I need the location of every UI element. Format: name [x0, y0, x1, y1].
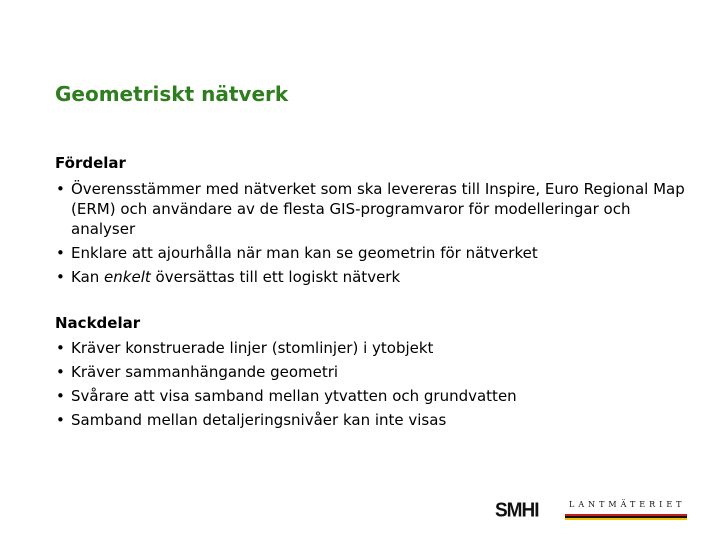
bullet-icon: • [56, 363, 65, 381]
list-item-text: Överensstämmer med nätverket som ska levereras till Inspire, Euro Regional Map (ERM) och användare av de flesta GIS-programvaror för modelleringar och analyser [71, 180, 685, 238]
smhi-logo: SMHI [495, 499, 539, 522]
slide-title: Geometriskt nätverk [55, 82, 289, 106]
disadvantages-list [55, 338, 695, 434]
bullet-icon: • [56, 339, 65, 357]
list-item [55, 267, 695, 287]
bullet-icon: • [56, 387, 65, 405]
list-item-text: Enklare att ajourhålla när man kan se geometrin för nätverket [71, 244, 538, 262]
list-item [55, 243, 695, 263]
list-item [55, 386, 695, 406]
list-item [55, 362, 695, 382]
list-item-text: Svårare att visa samband mellan ytvatten och grundvatten [71, 387, 517, 405]
list-item-text: Samband mellan detaljeringsnivåer kan inte visas [71, 411, 447, 429]
lantmateriet-stripes-icon [565, 514, 687, 520]
list-item-emphasis: enkelt [104, 268, 151, 286]
list-item [55, 179, 695, 239]
lantmateriet-logo [565, 500, 693, 524]
list-item-text-before: Kan [71, 268, 105, 286]
bullet-icon: • [56, 180, 65, 198]
advantages-list [55, 179, 695, 287]
list-item [55, 338, 695, 358]
disadvantages-heading: Nackdelar [55, 314, 141, 332]
bullet-icon: • [56, 268, 65, 286]
list-item-text: Kräver sammanhängande geometri [71, 363, 339, 381]
list-item-text: Kräver konstruerade linjer (stomlinjer) i ytobjekt [71, 339, 434, 357]
bullet-icon: • [56, 244, 65, 262]
lantmateriet-logo-text: LANTMÄTERIET [569, 500, 686, 509]
list-item [55, 410, 695, 430]
bullet-icon: • [56, 411, 65, 429]
advantages-heading: Fördelar [55, 154, 126, 172]
list-item-text-after: översättas till ett logiskt nätverk [150, 268, 401, 286]
